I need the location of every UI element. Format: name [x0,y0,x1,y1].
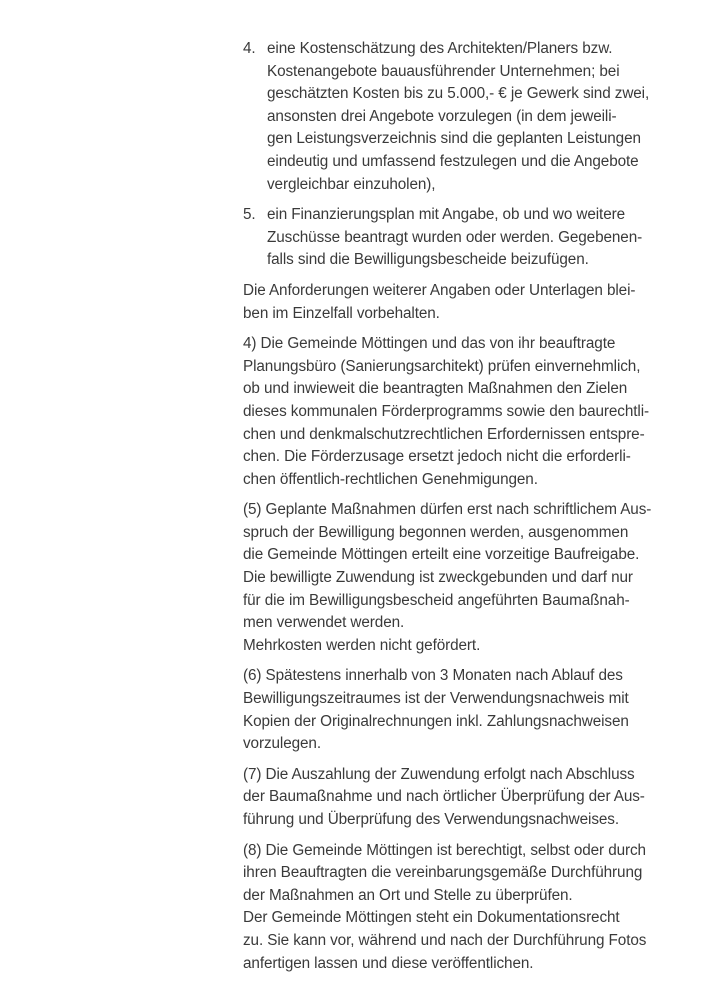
paragraph-line: (8) Die Gemeinde Möttingen ist berechtigt, selbst oder durch [243,841,646,859]
paragraph-line: zu. Sie kann vor, während und nach der Durchführung Fotos [243,931,647,949]
paragraph-line: chen öffentlich-rechtlichen Genehmigungen. [243,470,538,488]
paragraph-line: ihren Beauftragten die vereinbarungsgemäße Durchführung [243,864,643,882]
paragraph-line: Kopien der Originalrechnungen inkl. Zahlungsnachweisen [243,712,629,730]
paragraph-line: die Gemeinde Möttingen erteilt eine vorzeitige Baufreigabe. [243,546,640,564]
list-item-line: vergleichbar einzuholen), [267,175,436,193]
paragraph-line: Der Gemeinde Möttingen steht ein Dokumentationsrecht [243,909,620,927]
paragraph-line: 4) Die Gemeinde Möttingen und das von ihr beauftragte [243,335,616,353]
paragraph-line: (6) Spätestens innerhalb von 3 Monaten nach Ablauf des [243,667,623,685]
paragraph-4-review [243,333,695,491]
paragraph-line: (7) Die Auszahlung der Zuwendung erfolgt nach Abschluss [243,765,635,783]
list-item-line: falls sind die Bewilligungsbescheide beizufügen. [267,251,589,269]
list-item-line: eine Kostenschätzung des Architekten/Planers bzw. [267,40,613,57]
paragraph-line: der Maßnahmen an Ort und Stelle zu überprüfen. [243,886,573,904]
list-item-line: ein Finanzierungsplan mit Angabe, ob und wo weitere [267,206,626,224]
paragraph-line: (5) Geplante Maßnahmen dürfen erst nach schriftlichem Aus- [243,501,652,519]
document-body [243,38,695,983]
paragraph-line: der Baumaßnahme und nach örtlicher Überprüfung der Aus- [243,788,645,806]
paragraph-line: Bewilligungszeitraumes ist der Verwendungsnachweis mit [243,690,629,708]
requirements-list [243,38,695,272]
list-item-line: eindeutig und umfassend festzulegen und die Angebote [267,152,639,170]
paragraph-line: men verwendet werden. [243,614,405,632]
paragraph-6-proof [243,665,695,755]
paragraph-line: führung und Überprüfung des Verwendungsnachweises. [243,811,619,828]
paragraph-line: vorzulegen. [243,735,321,753]
list-item-line: gen Leistungsverzeichnis sind die geplanten Leistungen [267,130,641,148]
list-item-line: geschätzten Kosten bis zu 5.000,- € je Gewerk sind zwei, [267,85,650,103]
paragraph-line: für die im Bewilligungsbescheid angeführten Baumaßnah- [243,591,630,609]
paragraph-line: anfertigen lassen und diese veröffentlichen. [243,954,534,972]
paragraph-line: spruch der Bewilligung begonnen werden, ausgenommen [243,523,629,541]
paragraph-additional-requirements [243,280,695,325]
list-item-line: ansonsten drei Angebote vorzulegen (in dem jeweili- [267,107,617,125]
list-item [243,38,695,196]
paragraph-line: ob und inwieweit die beantragten Maßnahmen den Zielen [243,380,628,398]
paragraph-line: Die bewilligte Zuwendung ist zweckgebunden und darf nur [243,569,633,587]
paragraph-8-inspection [243,840,695,976]
list-item-number: 5. [243,206,256,224]
list-item-line: Kostenangebote bauausführender Unternehmen; bei [267,62,620,80]
paragraph-line: chen und denkmalschutzrechtlichen Erfordernissen entspre- [243,425,645,443]
paragraph-line: ben im Einzelfall vorbehalten. [243,304,440,322]
paragraph-line: chen. Die Förderzusage ersetzt jedoch nicht die erforderli- [243,448,631,466]
paragraph-5-approval [243,499,695,657]
paragraph-line: Planungsbüro (Sanierungsarchitekt) prüfen einvernehmlich, [243,357,641,375]
paragraph-line: dieses kommunalen Förderprogramms sowie den baurechtli- [243,402,650,420]
paragraph-line: Die Anforderungen weiterer Angaben oder Unterlagen blei- [243,281,636,299]
list-item [243,204,695,272]
list-item-line: Zuschüsse beantragt wurden oder werden. Gegebenen- [267,228,643,246]
paragraph-7-payment [243,764,695,832]
paragraph-line: Mehrkosten werden nicht gefördert. [243,636,481,654]
list-item-number: 4. [243,40,256,57]
